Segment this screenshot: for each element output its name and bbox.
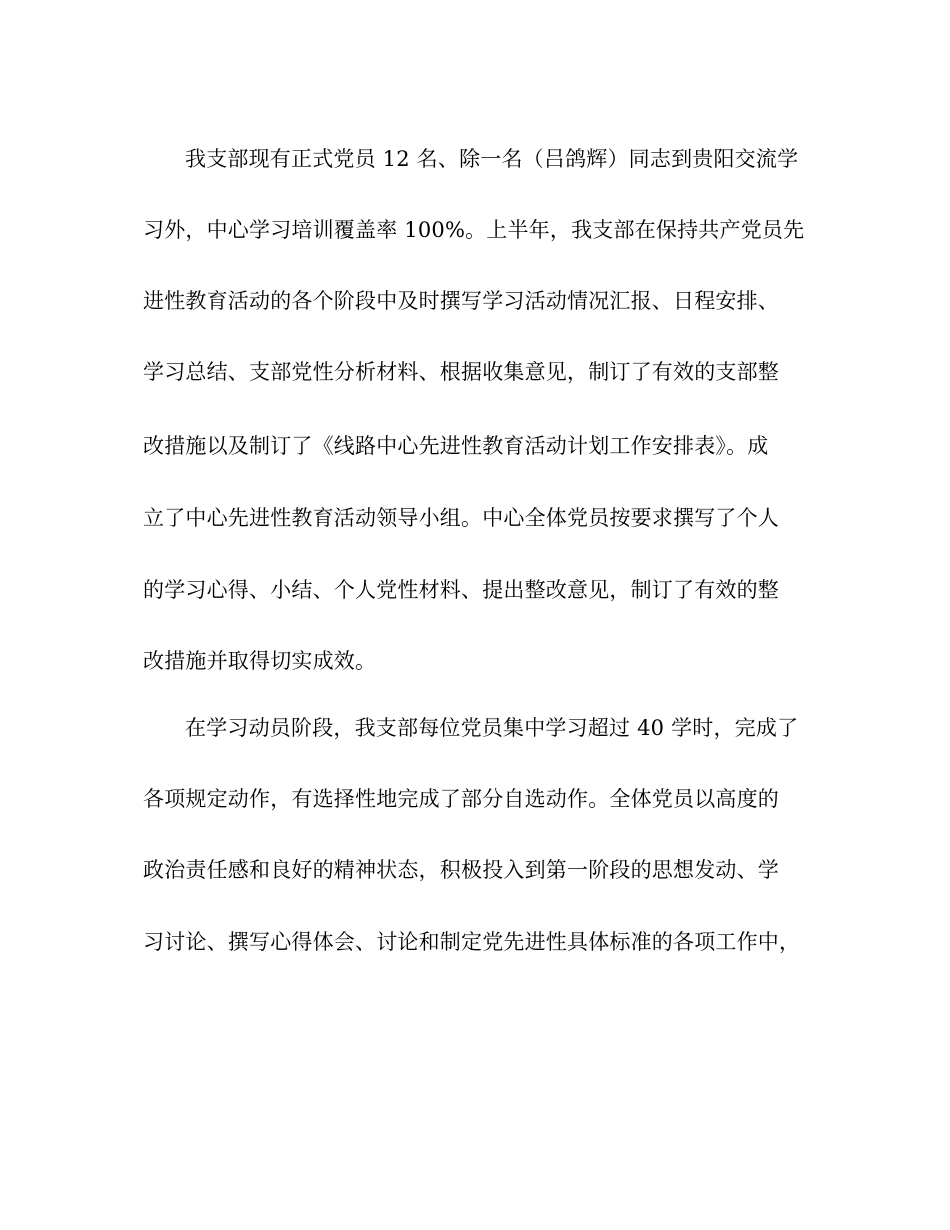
paragraph-1-line-1: 我支部现有正式党员 12 名、除一名（吕鸽辉）同志到贵阳交流学 [185, 147, 799, 171]
paragraph-1-line-4: 学习总结、支部党性分析材料、根据收集意见，制订了有效的支部整 [143, 360, 779, 384]
paragraph-1-line-7: 的学习心得、小结、个人党性材料、提出整改意见，制订了有效的整 [143, 578, 779, 602]
paragraph-2-line-2: 各项规定动作，有选择性地完成了部分自选动作。全体党员以高度的 [143, 787, 779, 811]
paragraph-2-line-1: 在学习动员阶段，我支部每位党员集中学习超过 40 学时，完成了 [185, 716, 799, 740]
paragraph-2-line-4: 习讨论、撰写心得体会、讨论和制定党先进性具体标准的各项工作中， [143, 930, 801, 954]
paragraph-1-line-8: 改措施并取得切实成效。 [143, 649, 377, 673]
paragraph-2-line-3: 政治责任感和良好的精神状态，积极投入到第一阶段的思想发动、学 [143, 858, 779, 882]
paragraph-1-line-6: 立了中心先进性教育活动领导小组。中心全体党员按要求撰写了个人 [143, 506, 779, 530]
paragraph-1-line-5: 改措施以及制订了《线路中心先进性教育活动计划工作安排表》。成 [143, 434, 769, 458]
paragraph-1-line-2: 习外，中心学习培训覆盖率 100%。上半年，我支部在保持共产党员先 [143, 218, 805, 242]
paragraph-1-line-3: 进性教育活动的各个阶段中及时撰写学习活动情况汇报、日程安排、 [143, 289, 779, 313]
